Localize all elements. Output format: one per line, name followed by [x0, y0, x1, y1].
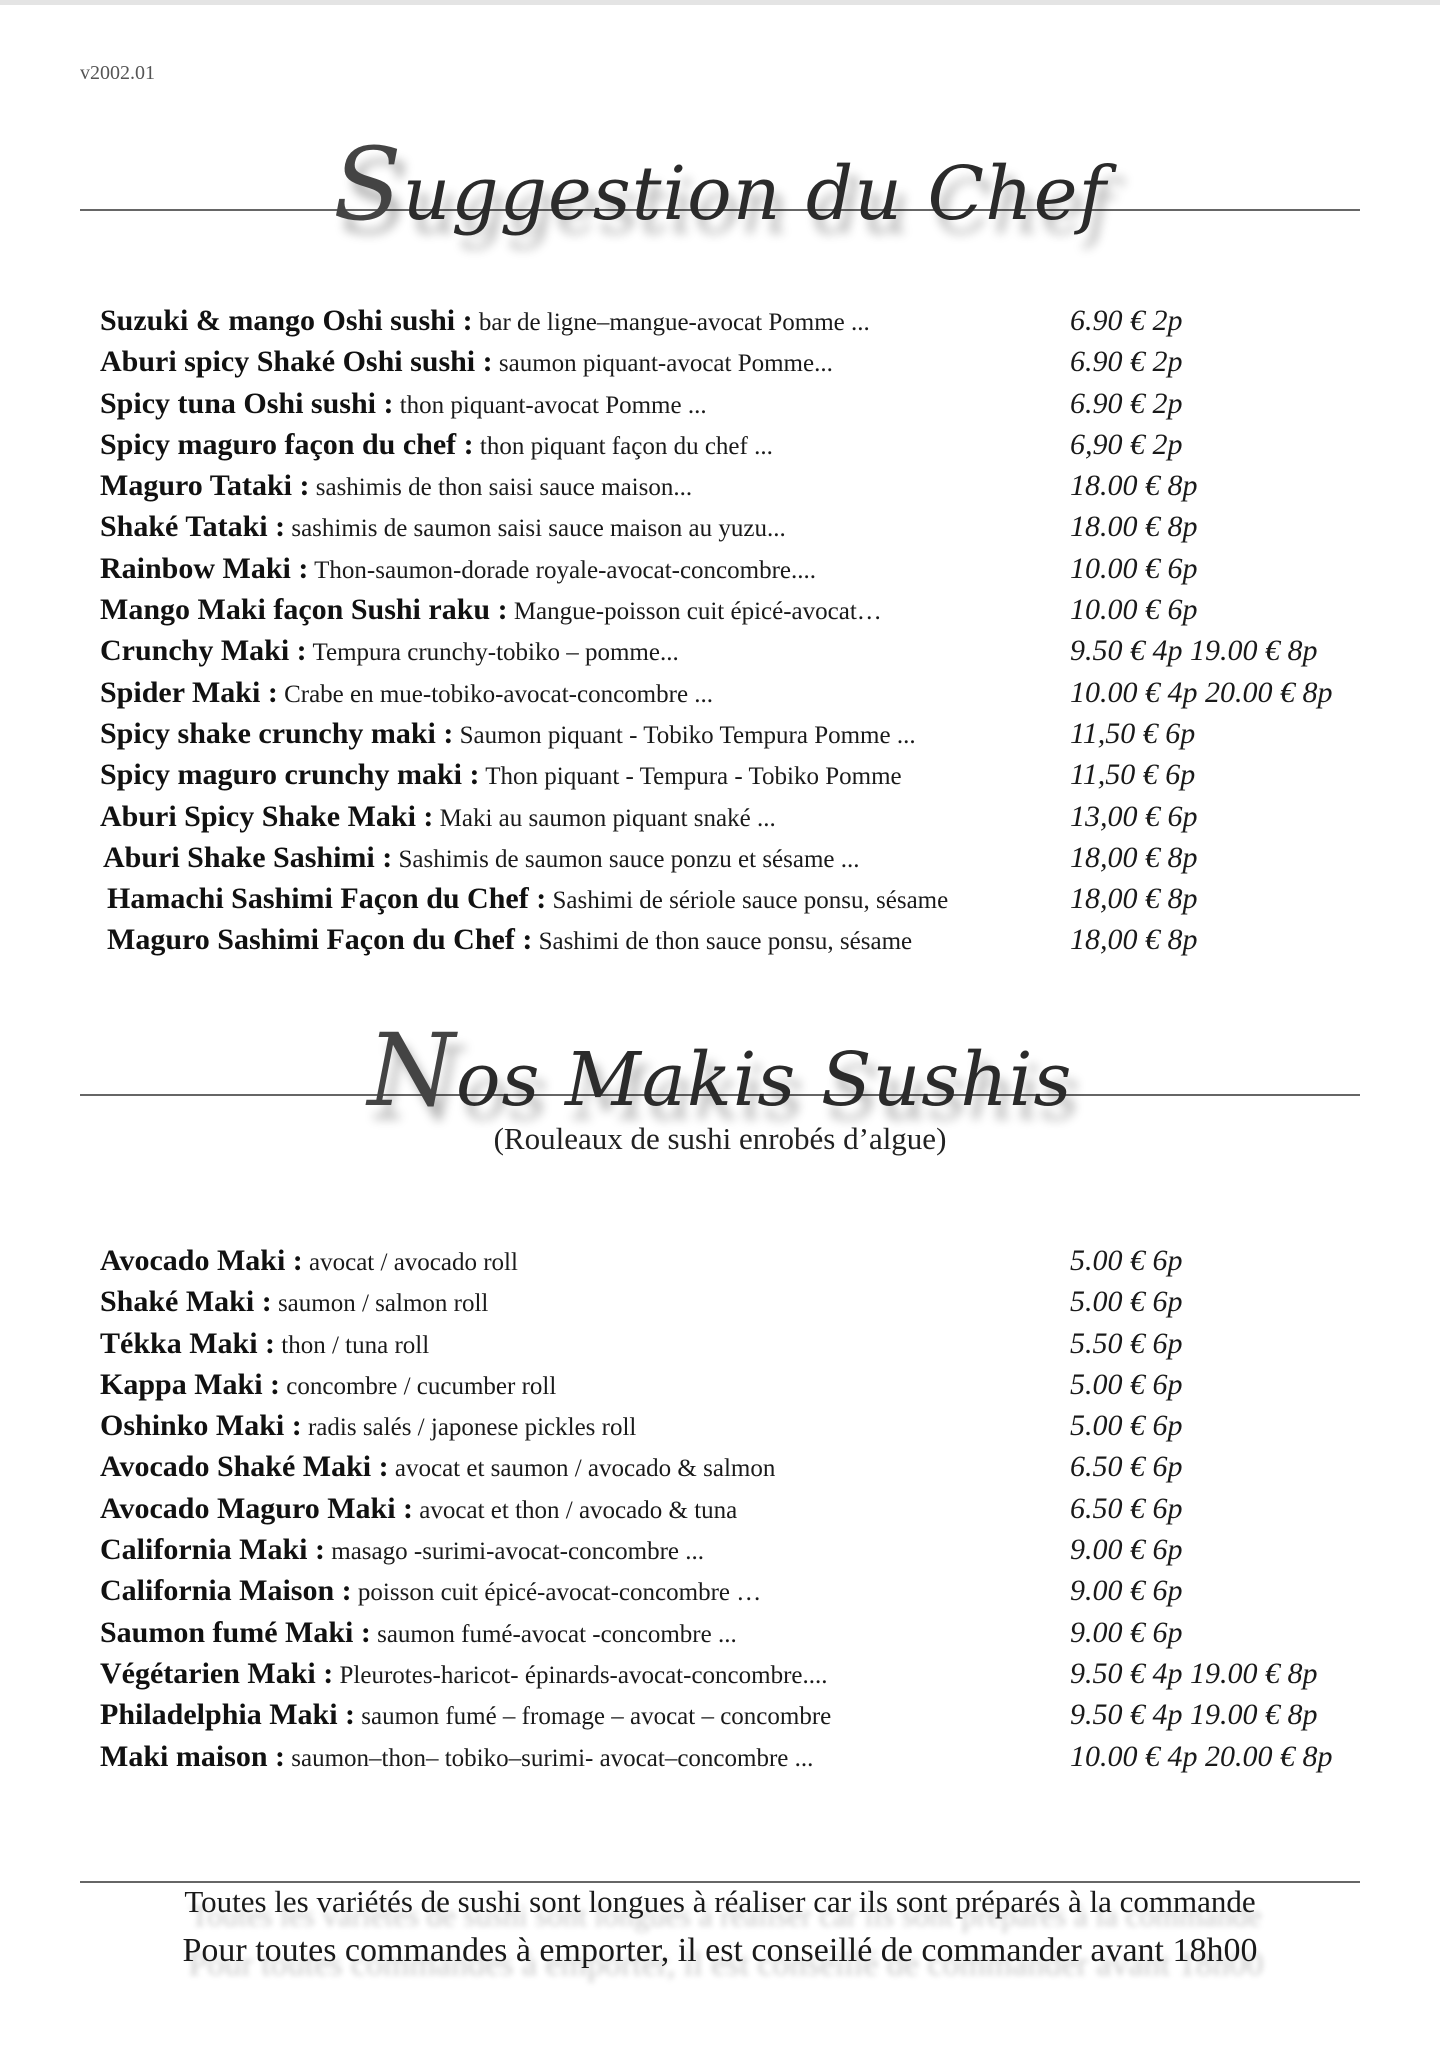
- item-price: 9.00 € 6p: [1070, 1574, 1183, 1608]
- menu-item: Avocado Shaké Maki : avocat et saumon / avocado & salmon 6.50 € 6p: [100, 1446, 1360, 1487]
- menu-item: Mango Maki façon Sushi raku : Mangue-poisson cuit épicé-avocat… 10.00 € 6p: [100, 589, 1360, 630]
- menu-item: Spider Maki : Crabe en mue-tobiko-avocat-concombre ... 10.00 € 4p 20.00 € 8p: [100, 672, 1360, 713]
- menu-item: Aburi spicy Shaké Oshi sushi : saumon piquant-avocat Pomme... 6.90 € 2p: [100, 341, 1360, 382]
- item-price: 13,00 € 6p: [1070, 799, 1198, 833]
- item-price: 5.00 € 6p: [1070, 1285, 1183, 1319]
- item-price: 10.00 € 6p: [1070, 551, 1198, 585]
- item-price: 10.00 € 6p: [1070, 593, 1198, 627]
- item-price: 9.50 € 4p 19.00 € 8p: [1070, 1656, 1318, 1690]
- item-price: 5.00 € 6p: [1070, 1409, 1183, 1443]
- menu-item: Kappa Maki : concombre / cucumber roll 5.00 € 6p: [100, 1364, 1360, 1405]
- menu-item: Tékka Maki : thon / tuna roll 5.50 € 6p: [100, 1323, 1360, 1364]
- title-rest: os Makis Sushis: [455, 1037, 1073, 1123]
- menu-item: Aburi Spicy Shake Maki : Maki au saumon piquant snaké ... 13,00 € 6p: [100, 796, 1360, 837]
- version-label: v2002.01: [80, 62, 155, 84]
- top-border: [0, 0, 1440, 5]
- section-title-makis: [0, 1012, 1440, 1129]
- item-price: 11,50 € 6p: [1070, 716, 1196, 750]
- item-price: 6.90 € 2p: [1070, 304, 1183, 337]
- menu-item: Spicy tuna Oshi sushi : thon piquant-avocat Pomme ... 6.90 € 2p: [100, 383, 1360, 424]
- item-price: 9.50 € 4p 19.00 € 8p: [1070, 1698, 1318, 1732]
- menu-item: Végétarien Maki : Pleurotes-haricot- épinards-avocat-concombre.... 9.50 € 4p 19.00 € 8p: [100, 1653, 1360, 1694]
- item-price: 5.00 € 6p: [1070, 1244, 1183, 1277]
- section-subtitle-makis: (Rouleaux de sushi enrobés d’algue): [493, 1121, 947, 1156]
- menu-item: Suzuki & mango Oshi sushi : bar de ligne–mangue-avocat Pomme ... 6.90 € 2p: [100, 300, 1360, 341]
- title-rest: uggestion du Chef: [402, 151, 1107, 237]
- item-price: 18,00 € 8p: [1070, 840, 1198, 874]
- menu-item: Avocado Maguro Maki : avocat et thon / avocado & tuna 6.50 € 6p: [100, 1488, 1360, 1529]
- menu-item: Shaké Maki : saumon / salmon roll 5.00 € 6p: [100, 1281, 1360, 1322]
- item-price: 18.00 € 8p: [1070, 510, 1198, 544]
- item-price: 10.00 € 4p 20.00 € 8p: [1070, 1739, 1333, 1773]
- menu-item: Aburi Shake Sashimi : Sashimis de saumon sauce ponzu et sésame ... 18,00 € 8p: [100, 837, 1360, 878]
- menu-item: Maguro Tataki : sashimis de thon saisi sauce maison... 18.00 € 8p: [100, 465, 1360, 506]
- menu-item: Shaké Tataki : sashimis de saumon saisi sauce maison au yuzu... 18.00 € 8p: [100, 506, 1360, 547]
- title-initial: S: [333, 126, 403, 243]
- menu-item: Hamachi Sashimi Façon du Chef : Sashimi de sériole sauce ponsu, sésame 18,00 € 8p: [100, 878, 1360, 919]
- menu-item: Saumon fumé Maki : saumon fumé-avocat -concombre ... 9.00 € 6p: [100, 1612, 1360, 1653]
- item-price: 5.50 € 6p: [1070, 1326, 1183, 1360]
- section-title-chef: [0, 126, 1440, 243]
- menu-item: Philadelphia Maki : saumon fumé – fromage – avocat – concombre 9.50 € 4p 19.00 € 8p: [100, 1694, 1360, 1735]
- makis-menu-list: [100, 1240, 1360, 1777]
- item-price: 5.00 € 6p: [1070, 1367, 1183, 1401]
- menu-item: Maki maison : saumon–thon– tobiko–surimi- avocat–concombre ... 10.00 € 4p 20.00 € 8p: [100, 1736, 1360, 1777]
- footer-rule: [80, 1881, 1360, 1883]
- menu-item: California Maison : poisson cuit épicé-avocat-concombre … 9.00 € 6p: [100, 1570, 1360, 1611]
- footer-note-takeaway: Pour toutes commandes à emporter, il est conseillé de commander avant 18h00: [182, 1932, 1258, 1969]
- menu-item: Spicy shake crunchy maki : Saumon piquant - Tobiko Tempura Pomme ... 11,50 € 6p: [100, 713, 1360, 754]
- item-price: 9.50 € 4p 19.00 € 8p: [1070, 634, 1318, 668]
- chef-menu-list: [100, 300, 1360, 961]
- item-price: 9.00 € 6p: [1070, 1615, 1183, 1649]
- menu-item: Maguro Sashimi Façon du Chef : Sashimi de thon sauce ponsu, sésame 18,00 € 8p: [100, 919, 1360, 960]
- item-price: 18,00 € 8p: [1070, 923, 1198, 957]
- item-price: 18,00 € 8p: [1070, 882, 1198, 916]
- title-initial: N: [367, 1012, 456, 1129]
- footer-note-preparation: Toutes les variétés de sushi sont longues à réaliser car ils sont préparés à la commande: [184, 1884, 1256, 1919]
- item-price: 6.90 € 2p: [1070, 345, 1183, 379]
- menu-item: Spicy maguro crunchy maki : Thon piquant - Tempura - Tobiko Pomme 11,50 € 6p: [100, 754, 1360, 795]
- menu-item: Oshinko Maki : radis salés / japonese pickles roll 5.00 € 6p: [100, 1405, 1360, 1446]
- menu-item: Avocado Maki : avocat / avocado roll 5.00 € 6p: [100, 1240, 1360, 1281]
- item-price: 6.90 € 2p: [1070, 386, 1183, 420]
- item-price: 6,90 € 2p: [1070, 427, 1183, 461]
- item-price: 10.00 € 4p 20.00 € 8p: [1070, 675, 1333, 709]
- item-price: 9.00 € 6p: [1070, 1533, 1183, 1567]
- menu-item: Rainbow Maki : Thon-saumon-dorade royale-avocat-concombre.... 10.00 € 6p: [100, 548, 1360, 589]
- item-price: 11,50 € 6p: [1070, 758, 1196, 792]
- menu-item: Spicy maguro façon du chef : thon piquant façon du chef ... 6,90 € 2p: [100, 424, 1360, 465]
- menu-item: Crunchy Maki : Tempura crunchy-tobiko – pomme... 9.50 € 4p 19.00 € 8p: [100, 630, 1360, 671]
- item-price: 6.50 € 6p: [1070, 1491, 1183, 1525]
- item-price: 6.50 € 6p: [1070, 1450, 1183, 1484]
- item-price: 18.00 € 8p: [1070, 469, 1198, 503]
- menu-item: California Maki : masago -surimi-avocat-concombre ... 9.00 € 6p: [100, 1529, 1360, 1570]
